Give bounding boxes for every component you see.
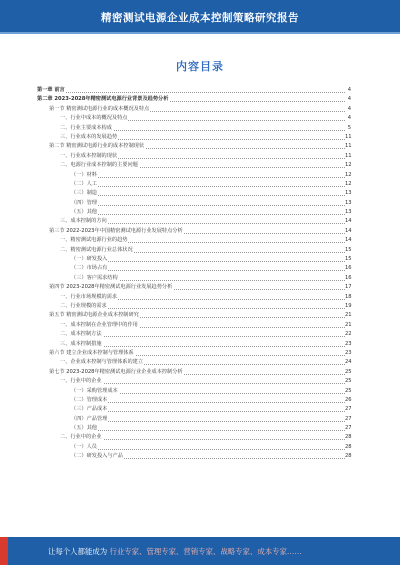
toc-entry-page: 22	[345, 330, 351, 339]
toc-entry-title: 一、精密测试电源行业的趋势	[60, 236, 128, 245]
toc-entry-page: 14	[345, 227, 351, 236]
toc-entry[interactable]	[37, 368, 351, 377]
toc-entry-page: 4	[345, 95, 351, 104]
toc-entry-page: 11	[345, 142, 351, 151]
toc-leader	[71, 415, 345, 424]
toc-entry-page: 13	[345, 189, 351, 198]
toc-entry-title: （一）研发投入	[71, 255, 108, 264]
toc-entry-title: 第一节 精密测试电源行业的成本概况及特点	[49, 105, 150, 114]
toc-entry[interactable]	[37, 199, 351, 208]
toc-entry-page: 21	[345, 311, 351, 320]
toc-leader	[60, 330, 345, 339]
toc-entry-title: 一、成本控制在企业管理中的作用	[60, 321, 139, 330]
toc-entry-title: （三）产品成本	[71, 405, 108, 414]
toc-entry[interactable]	[37, 208, 351, 217]
toc-entry-title: 第五节 精密测试电源企业成本控制研究	[49, 311, 140, 320]
toc-leader	[71, 264, 345, 273]
toc-entry[interactable]	[37, 105, 351, 114]
toc-entry-page: 16	[345, 274, 351, 283]
toc-entry[interactable]	[37, 283, 351, 292]
toc-entry[interactable]	[37, 396, 351, 405]
footer-bar	[0, 537, 400, 565]
toc-entry-title: 第二章 2023-2028年精密测试电源行业背景及趋势分析	[37, 95, 169, 104]
toc-entry[interactable]	[37, 358, 351, 367]
toc-entry[interactable]	[37, 311, 351, 320]
toc-entry-title: 一、行业中的企业	[60, 377, 103, 386]
toc-entry-page: 4	[345, 114, 351, 123]
toc-leader	[71, 199, 345, 208]
toc-entry-title: 第四节 2023-2028年精密测试电源行业发展趋势分析	[49, 283, 173, 292]
toc-entry-page: 12	[345, 180, 351, 189]
toc-entry-page: 5	[345, 124, 351, 133]
toc-entry-title: （二）管理成本	[71, 396, 108, 405]
toc-entry-title: 三、行业成本的发展趋势	[60, 133, 118, 142]
toc-leader	[71, 424, 345, 433]
toc-entry[interactable]	[37, 387, 351, 396]
toc-entry[interactable]	[37, 95, 351, 104]
toc-leader	[71, 255, 345, 264]
toc-entry-page: 28	[345, 443, 351, 452]
toc-entry-page: 25	[345, 387, 351, 396]
toc-heading: 内容目录	[176, 60, 224, 73]
toc-entry[interactable]	[37, 171, 351, 180]
toc-entry-page: 28	[345, 433, 351, 442]
toc-entry-page: 12	[345, 171, 351, 180]
toc-entry[interactable]	[37, 340, 351, 349]
toc-entry-page: 11	[345, 133, 351, 142]
toc-entry-page: 23	[345, 349, 351, 358]
toc-entry-page: 16	[345, 264, 351, 273]
toc-entry[interactable]	[37, 321, 351, 330]
toc-entry-title: 一、企业成本控制与管理体系的建立	[60, 358, 144, 367]
toc-entry-title: 一、行业成本控制的现状	[60, 152, 118, 161]
toc-entry[interactable]	[37, 124, 351, 133]
toc-entry-page: 28	[345, 452, 351, 461]
toc-entry-page: 13	[345, 208, 351, 217]
toc-entry[interactable]	[37, 161, 351, 170]
report-title: 精密测试电源企业成本控制策略研究报告	[101, 12, 299, 24]
toc-entry[interactable]	[37, 264, 351, 273]
toc-entry-page: 14	[345, 236, 351, 245]
toc-entry-page: 11	[345, 152, 351, 161]
toc-leader	[71, 208, 345, 217]
toc-leader	[71, 189, 345, 198]
toc-leader	[71, 180, 345, 189]
toc-entry[interactable]	[37, 424, 351, 433]
toc-entry-page: 23	[345, 340, 351, 349]
toc-entry-page: 27	[345, 415, 351, 424]
toc-entry[interactable]	[37, 302, 351, 311]
toc-leader	[71, 396, 345, 405]
footer-slogan	[48, 546, 302, 557]
toc-entry-page: 25	[345, 368, 351, 377]
footer-accent	[0, 537, 8, 565]
toc-leader	[60, 377, 345, 386]
toc-leader	[60, 433, 345, 442]
toc-entry-title: （一）材料	[71, 171, 98, 180]
toc-entry-title: 二、行业中的企业	[60, 433, 103, 442]
toc-entry-title: 第二节 精密测试电源行业的成本控制现状	[49, 142, 145, 151]
toc-entry[interactable]	[37, 415, 351, 424]
toc-entry-page: 17	[345, 283, 351, 292]
toc-entry-title: 二、行业规模的需求	[60, 302, 108, 311]
toc-entry[interactable]	[37, 330, 351, 339]
toc-entry-title: 一、行业市场规模的需求	[60, 293, 118, 302]
toc-entry-title: 三、成本控制的方向	[60, 217, 108, 226]
toc-entry[interactable]	[37, 433, 351, 442]
toc-entry-title: （五）其他	[71, 208, 98, 217]
toc-entry[interactable]	[37, 293, 351, 302]
toc-entry-page: 4	[345, 105, 351, 114]
toc-entry-title: （四）产品管理	[71, 415, 108, 424]
toc-entry-title: 第六节 建立企业成本控制与管理体系	[49, 349, 135, 358]
toc-entry-title: 第三节 2022-2023年中国精密测试电源行业发展特点分析	[49, 227, 184, 236]
toc-entry-title: （一）人员	[71, 443, 98, 452]
toc-entry-page: 19	[345, 302, 351, 311]
toc-entry-page: 13	[345, 199, 351, 208]
toc-entry-title: 三、成本控制措施	[60, 340, 103, 349]
toc-entry-page: 14	[345, 217, 351, 226]
toc-entry[interactable]	[37, 227, 351, 236]
toc-entry-title: （三）制造	[71, 189, 98, 198]
toc-entry-title: 第一章 前言	[37, 86, 66, 95]
toc-entry-title: （三）客户需求结构	[71, 274, 119, 283]
toc-entry-page: 24	[345, 358, 351, 367]
toc-entry[interactable]	[37, 180, 351, 189]
toc-entry[interactable]	[37, 133, 351, 142]
toc-entry-title: （二）市场占有	[71, 264, 108, 273]
toc-entry[interactable]	[37, 189, 351, 198]
toc-entry[interactable]	[37, 142, 351, 151]
toc-entry[interactable]	[37, 274, 351, 283]
toc-entry[interactable]	[37, 246, 351, 255]
toc-entry[interactable]	[37, 86, 351, 95]
toc-entry-page: 27	[345, 405, 351, 414]
toc-entry[interactable]	[37, 152, 351, 161]
toc-leader	[71, 171, 345, 180]
toc-entry-title: （五）其他	[71, 424, 98, 433]
report-header-bar	[0, 0, 400, 34]
toc-entry-page: 4	[345, 86, 351, 95]
toc-entry-title: （二）研发投入与产品	[71, 452, 124, 461]
toc-entry[interactable]	[37, 236, 351, 245]
toc-leader	[71, 443, 345, 452]
toc-entry-page: 15	[345, 246, 351, 255]
toc-leader	[71, 405, 345, 414]
toc-entry-title: 第七节 2023-2028年精密测试电源行业企业成本控制分析	[49, 368, 184, 377]
toc-entry-page: 27	[345, 424, 351, 433]
toc-entry[interactable]	[37, 405, 351, 414]
toc-leader	[37, 86, 345, 95]
toc-entry-page: 18	[345, 293, 351, 302]
toc-entry-page: 15	[345, 255, 351, 264]
toc-entry-page: 26	[345, 396, 351, 405]
toc-leader	[60, 340, 345, 349]
toc-entry-title: 一、行业中成本的概况及特点	[60, 114, 128, 123]
toc-entry[interactable]	[37, 255, 351, 264]
table-of-contents	[37, 86, 351, 462]
toc-entry[interactable]	[37, 114, 351, 123]
toc-entry-title: （二）人工	[71, 180, 98, 189]
toc-entry-title: 二、电源行业成本控制的主要问题	[60, 161, 139, 170]
toc-entry-page: 25	[345, 377, 351, 386]
toc-entry-title: （四）管理	[71, 199, 98, 208]
toc-entry-page: 12	[345, 161, 351, 170]
toc-entry-title: （一）采购管理成本	[71, 387, 119, 396]
toc-entry[interactable]	[37, 217, 351, 226]
toc-entry-title: 二、成本控制方法	[60, 330, 103, 339]
toc-entry[interactable]	[37, 349, 351, 358]
toc-entry[interactable]	[37, 377, 351, 386]
toc-entry[interactable]	[37, 452, 351, 461]
toc-entry-title: 二、行业主要成本构成	[60, 124, 113, 133]
footer-slogan-lead: 让每个人都能成为	[48, 547, 108, 556]
toc-entry[interactable]	[37, 443, 351, 452]
toc-entry-page: 21	[345, 321, 351, 330]
toc-entry-title: 二、精密测试电源行业总体状况	[60, 246, 134, 255]
footer-slogan-roles: 行业专家、管理专家、营销专家、战略专家、成本专家……	[109, 547, 302, 556]
